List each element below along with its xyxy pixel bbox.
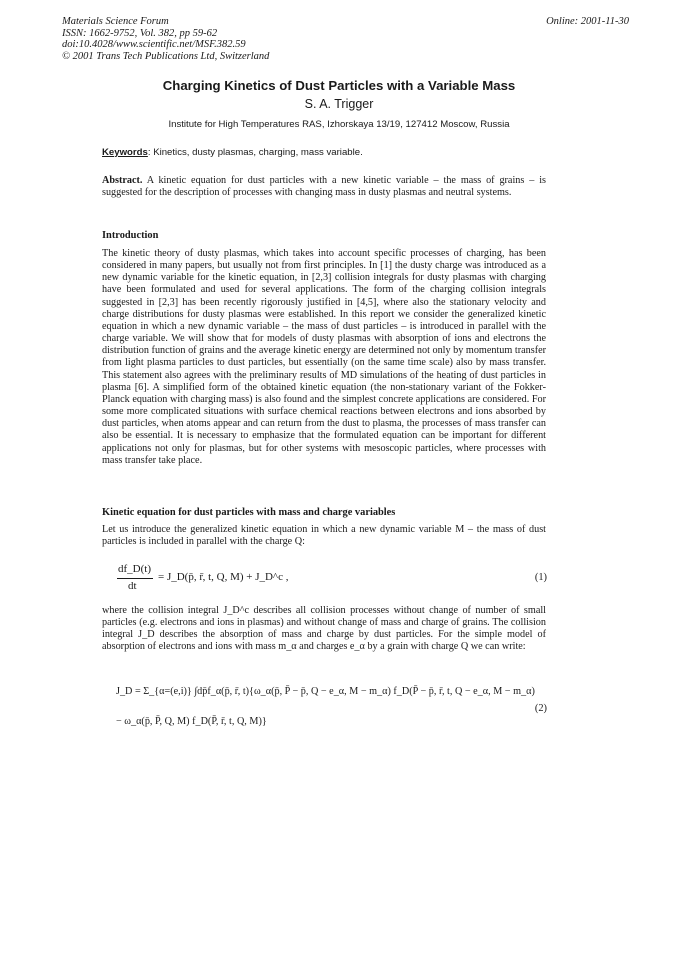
intro-heading: Introduction: [102, 230, 159, 241]
keywords-line: [102, 147, 363, 158]
online-date: Online: 2001-11-30: [546, 16, 629, 27]
keywords-label: Keywords: [102, 147, 148, 158]
eq1-rhs: = J_D(p̄, r̄, t, Q, M) + J_D^c ,: [158, 571, 289, 583]
eq1-numerator: df_D(t): [118, 563, 151, 575]
paper-affiliation: Institute for High Temperatures RAS, Izhorskaya 13/19, 127412 Moscow, Russia: [168, 119, 510, 130]
journal-name: Materials Science Forum: [62, 16, 169, 27]
keywords-text: : Kinetics, dusty plasmas, charging, mass variable.: [147, 147, 363, 158]
eq1-fraction-bar: [117, 578, 153, 579]
paper-author: S. A. Trigger: [304, 97, 374, 111]
intro-paragraph: The kinetic theory of dusty plasmas, which takes into account specific processes of charging, has been considered in many papers, but usually not from first principles. In [1] the dusty charge was introduced as a new dynamic variable for the kinetic equation, in [2,3] collision integrals for dusty plasmas with charging have been formulated and used for several applications. The form of the charging collision integrals suggested in [2,3] has been recently rigorously justified in [4,5], where also the stationary velocity and charge distributions for dusty plasmas were established. In this report we consider the generalized kinetic equation in which a new dynamic variable – the mass of dust particles – is introduced in parallel with the charge variable. We will show that for models of dusty plasmas with absorption of ions and electrons the distribution function of grains and the average kinetic energy are determined not only by momentum transfer from light plasma particles to dust particles, but essentially (on the same time scale) also by mass transfer. This statement also agrees with the preliminary results of MD simulations of the heating of dust particles in plasma [6]. A simplified form of the obtained kinetic equation (the non-stationary variant of the Fokker-Planck equation with charging mass) is also found and the simplest concrete applications are considered. For some more complicated situations with surface chemical reactions between electrons and ions absorbed by dust particles, when atoms appear and can return from the dust to plasma, the processes of mass transfer can also be essential. It is necessary to emphasize that the formulated equation can be important for different applications not only for plasmas, but for other systems with mesoscopic particles, where processes with mass transfer take place.: [102, 248, 546, 466]
abstract-text: A kinetic equation for dust particles with a new kinetic variable – the mass of grains – is suggested for the description of processes with changing mass in dusty plasmas and neutral systems.: [102, 175, 546, 199]
copyright-line: © 2001 Trans Tech Publications Ltd, Switzerland: [62, 50, 270, 62]
abstract-label: Abstract.: [102, 175, 143, 186]
section2-paragraph: where the collision integral J_D^c describes all collision processes without change of number of small particles (e.g. electrons and ions in plasmas) and without change of mass and charge of grains. The collision integral J_D describes the absorption of mass and charge by dust particles. For the simple model of absorption of electrons and ions with mass m_α and charges e_α by a grain with charge Q we can write:: [102, 605, 546, 653]
eq2-line1: J_D = Σ_{α=(e,i)} ∫dp̄f_α(p̄, r̄, t){ω_α(p̄, P̄ − p̄, Q − e_α, M − m_α) f_D(P̄ − p̄, r̄, t, Q − e_α, M − m_α): [116, 686, 535, 697]
eq1-denominator: dt: [128, 580, 137, 592]
eq2-number: (2): [534, 703, 547, 714]
eq2-line2: − ω_α(p̄, P̄, Q, M) f_D(P̄, r̄, t, Q, M)}: [116, 716, 267, 727]
paper-title: Charging Kinetics of Dust Particles with a Variable Mass: [162, 78, 516, 93]
journal-meta: [62, 16, 269, 62]
issn-line: ISSN: 1662-9752, Vol. 382, pp 59-62: [62, 27, 218, 39]
eq1-number: (1): [534, 572, 547, 583]
doi-line: doi:10.4028/www.scientific.net/MSF.382.59: [62, 39, 246, 51]
section2-heading: Kinetic equation for dust particles with mass and charge variables: [102, 507, 396, 518]
section2-intro-paragraph: Let us introduce the generalized kinetic equation in which a new dynamic variable M – the mass of dust particles is included in parallel with the charge Q:: [102, 524, 546, 548]
abstract: [102, 175, 546, 199]
